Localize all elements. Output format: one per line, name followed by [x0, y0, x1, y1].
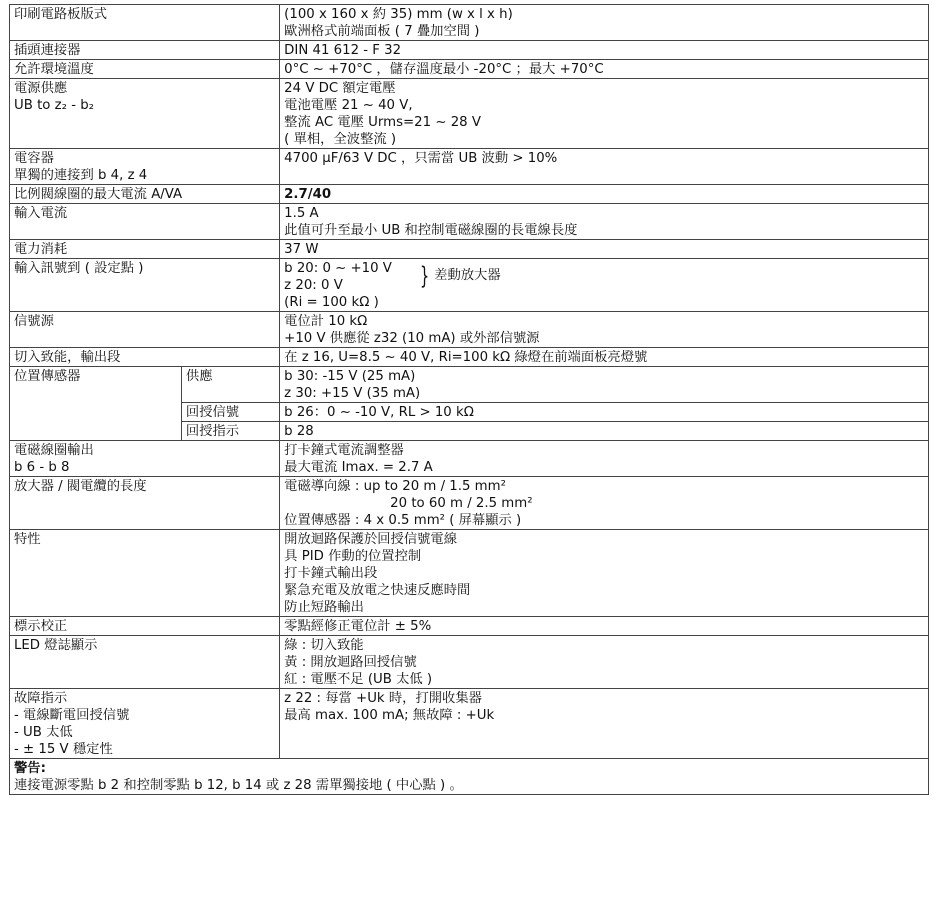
warning-title: 警告: [14, 761, 46, 776]
label-capacitor: 電容器 [14, 151, 54, 166]
value-power-rated: 24 V DC 額定電壓 [284, 81, 396, 96]
value-max-current: 2.7/40 [284, 187, 332, 202]
row-cable-length [10, 477, 929, 530]
label-temperature: 允許環境溫度 [14, 62, 94, 77]
label-fault: 故障指示 [14, 691, 68, 706]
led-item: 綠 : 切入致能 [284, 638, 364, 653]
value-signal-supply: +10 V 供應從 z32 (10 mA) 或外部信號源 [284, 331, 540, 346]
value-input-signal-b20: b 20: 0 ~ +10 V [284, 261, 392, 276]
row-max-current [10, 185, 929, 204]
row-enable [10, 348, 929, 367]
row-warning [10, 759, 929, 795]
led-item: 黃 : 開放迴路回授信號 [284, 655, 417, 670]
value-cable-solenoid: 電磁導向線 : up to 20 m / 1.5 mm² [284, 479, 506, 494]
row-position-supply [10, 367, 929, 403]
feature-item: 開放迴路保護於回授信號電線 [284, 532, 458, 547]
value-capacitor: 4700 μF/63 V DC ，只需當 UB 波動 > 10% [284, 151, 558, 166]
row-solenoid [10, 441, 929, 477]
value-input-signal-ri: (Ri = 100 kΩ ) [284, 295, 379, 310]
value-solenoid-regulator: 打卡鐘式電流調整器 [284, 443, 404, 458]
value-pcb-panel: 歐洲格式前端面板 ( 7 疊加空間 ) [284, 24, 480, 39]
row-capacitor [10, 149, 929, 185]
value-cable-solenoid-long: 20 to 60 m / 2.5 mm² [390, 496, 533, 511]
curly-brace-icon: } [420, 262, 430, 290]
row-fault [10, 689, 929, 759]
value-input-signal-z20: z 20: 0 V [284, 278, 343, 293]
value-calibration: 零點經修正電位計 ± 5% [284, 619, 432, 634]
row-consumption [10, 240, 929, 259]
value-signal-potentiometer: 電位計 10 kΩ [284, 314, 368, 329]
row-connector [10, 41, 929, 60]
spec-table [9, 4, 929, 795]
value-input-current-note: 此值可升至最小 UB 和控制電磁線圈的長電線長度 [284, 223, 578, 238]
label-led: LED 燈誌顯示 [14, 638, 98, 653]
label-fault-item: - ± 15 V 穩定性 [14, 742, 113, 757]
value-fault-max: 最高 max. 100 mA; 無故障 : +Uk [284, 708, 495, 723]
label-cable-length: 放大器 / 閥電纜的長度 [14, 479, 147, 494]
label-connector: 插頭連接器 [14, 43, 81, 58]
row-calibration [10, 617, 929, 636]
value-position-indicator: b 28 [284, 424, 314, 439]
label-position-supply: 供應 [185, 369, 213, 384]
row-led [10, 636, 929, 689]
value-power-rectified: 整流 AC 電壓 Urms=21 ~ 28 V [284, 115, 481, 130]
row-power [10, 79, 929, 149]
label-features: 特性 [14, 532, 41, 547]
warning-text: 連接電源零點 b 2 和控制零點 b 12, b 14 或 z 28 需單獨接地 ( 中心點 ) 。 [14, 778, 463, 793]
row-features [10, 530, 929, 617]
value-solenoid-imax: 最大電流 Imax. = 2.7 A [284, 460, 433, 475]
value-fault-collector: z 22 : 每當 +Uk 時，打開收集器 [284, 691, 482, 706]
label-capacitor-pins: 單獨的連接到 b 4, z 4 [14, 168, 148, 183]
input-signal-block [284, 260, 924, 294]
value-cable-sensor: 位置傳感器 : 4 x 0.5 mm² ( 屏幕顯示 ) [284, 513, 522, 528]
label-power-pins: UB to z₂ - b₂ [14, 98, 94, 113]
row-pcb-format [10, 5, 929, 41]
row-signal-source [10, 312, 929, 348]
label-solenoid: 電磁線圈輸出 [14, 443, 94, 458]
feature-item: 具 PID 作動的位置控制 [284, 549, 422, 564]
label-position-indicator: 回授指示 [185, 424, 240, 439]
value-power-note: ( 單相，全波整流 ) [284, 132, 397, 147]
label-input-signal: 輸入訊號到 ( 設定點 ) [14, 261, 144, 276]
value-consumption: 37 W [284, 242, 319, 257]
label-consumption: 電力消耗 [14, 242, 68, 257]
label-fault-item: - 電線斷電回授信號 [14, 708, 130, 723]
feature-item: 緊急充電及放電之快速反應時間 [284, 583, 471, 598]
row-temperature [10, 60, 929, 79]
label-solenoid-pins: b 6 - b 8 [14, 460, 70, 475]
feature-item: 防止短路輸出 [284, 600, 364, 615]
label-power: 電源供應 [14, 81, 68, 96]
label-fault-item: - UB 太低 [14, 725, 73, 740]
label-calibration: 標示校正 [14, 619, 68, 634]
value-power-battery: 電池電壓 21 ~ 40 V, [284, 98, 413, 113]
label-enable: 切入致能，輸出段 [14, 350, 121, 365]
label-position-sensor: 位置傳感器 [14, 369, 81, 384]
label-input-current: 輸入電流 [14, 206, 68, 221]
led-item: 紅 : 電壓不足 (UB 太低 ) [284, 672, 433, 687]
label-pcb-format: 印刷電路板版式 [14, 7, 108, 22]
value-connector: DIN 41 612 - F 32 [284, 43, 402, 58]
value-enable: 在 z 16, U=8.5 ~ 40 V, Ri=100 kΩ 綠燈在前端面板亮燈號 [284, 350, 648, 365]
row-input-current [10, 204, 929, 240]
value-pcb-dimensions: (100 x 160 x 約 35) mm (w x l x h) [284, 7, 513, 22]
value-position-supply-z30: z 30: +15 V (35 mA) [284, 386, 421, 401]
label-signal-source: 信號源 [14, 314, 54, 329]
label-max-current: 比例閥線圈的最大電流 A/VA [14, 187, 183, 202]
value-input-current: 1.5 A [284, 206, 319, 221]
row-input-signal [10, 259, 929, 312]
label-position-feedback: 回授信號 [185, 405, 240, 420]
value-position-feedback: b 26：0 ~ -10 V, RL > 10 kΩ [284, 405, 474, 420]
feature-item: 打卡鐘式輸出段 [284, 566, 378, 581]
differential-amp-label: 差動放大器 [434, 268, 501, 283]
value-position-supply-b30: b 30: -15 V (25 mA) [284, 369, 416, 384]
value-temperature: 0°C ~ +70°C ，儲存溫度最小 -20°C ；最大 +70°C [284, 62, 604, 77]
